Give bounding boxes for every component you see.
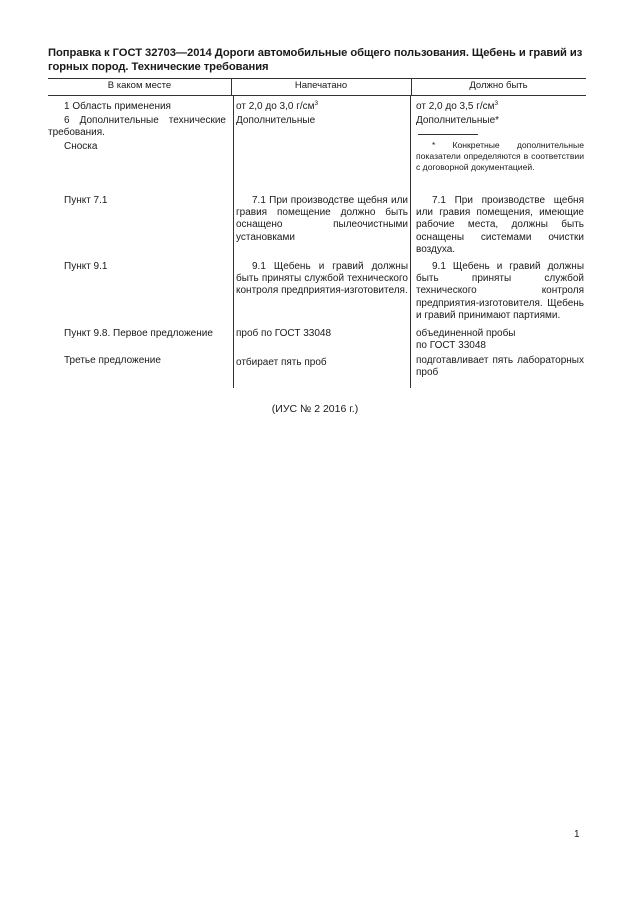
row6-should-line2: по ГОСТ 33048 (416, 340, 486, 352)
row4-printed: 7.1 При производстве щебня или гравия помещение должно быть оснащено пылеочистными установками (236, 195, 408, 243)
row5-printed: 9.1 Щебень и гравий должны быть приняты службой технического контроля предприятия-изготовителя. (236, 261, 408, 297)
page-number: 1 (574, 829, 580, 840)
row6-should (416, 328, 584, 352)
row7-should: подготавливает пять лабораторных проб (416, 355, 584, 379)
row6-where: Пункт 9.8. Первое предложение (64, 328, 213, 339)
source-note: (ИУС № 2 2016 г.) (271, 403, 359, 415)
document-title: Поправка к ГОСТ 32703—2014 Дороги автомобильные общего пользования. Щебень и гравий из горных пород. Технические требования (48, 47, 583, 73)
row6-printed: проб по ГОСТ 33048 (236, 328, 332, 339)
row7-printed: отбирает пять проб (236, 357, 327, 368)
row5-should: 9.1 Щебень и гравий должны быть приняты службой технического контроля предприятия-изготовителя. Щебень и гравий принимают партиями. (416, 261, 584, 321)
row1-printed: от 2,0 до 3,0 $г/см^3$ (236, 100, 319, 112)
corrections-table (48, 78, 586, 388)
header-where: В каком месте (107, 80, 172, 91)
row4-where: Пункт 7.1 (64, 195, 108, 206)
row5-where: Пункт 9.1 (64, 261, 108, 272)
footnote-rule (418, 134, 478, 135)
row2-printed: Дополнительные (236, 115, 316, 126)
row1-should: от 2,0 до 3,5 $г/см^3$ (416, 100, 499, 112)
row3-should: * Конкретные дополнительные показатели определяются в соответствии с договорной документацией. (416, 140, 584, 173)
row2-should: Дополнительные* (416, 115, 500, 126)
row2-where: 6 Дополнительные технические требования. (48, 115, 226, 139)
header-printed: Напечатано (294, 80, 348, 91)
table-top-rule (48, 78, 586, 79)
header-should-be: Должно быть (469, 80, 528, 91)
column-divider-a (233, 95, 234, 388)
row4-should: 7.1 При производстве щебня или гравия помещения, имеющие рабочие места, должны быть оснащены системами очистки воздуха. (416, 195, 584, 255)
column-divider-b (410, 95, 411, 388)
row1-where: 1 Область применения (64, 101, 171, 112)
row3-where: Сноска (64, 141, 98, 152)
row7-where: Третье предложение (64, 355, 161, 366)
row6-should-line1: объединенной пробы (416, 328, 516, 339)
table-header-rule (48, 95, 586, 96)
